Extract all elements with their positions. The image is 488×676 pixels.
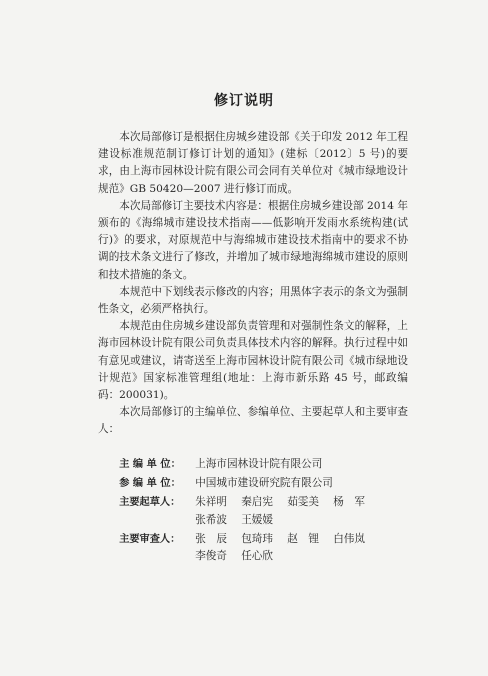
paragraph-participants-intro: 本次局部修订的主编单位、参编单位、主要起草人和主要审查人：	[98, 406, 408, 436]
reviewers-row	[119, 531, 418, 565]
drafter-name: 杨 军	[333, 496, 365, 509]
reviewer-name: 张 辰	[195, 532, 227, 545]
participants-list	[98, 456, 418, 567]
chief-unit-label: 主 编 单 位：	[119, 459, 181, 470]
document-body	[98, 129, 408, 439]
participating-unit-row	[119, 475, 418, 492]
chief-unit-value: 上海市园林设计院有限公司	[195, 458, 323, 470]
paragraph-management: 本规范由住房城乡建设部负责管理和对强制性条文的解释，上海市园林设计院有限公司负责具体技术内容的解释。执行过程中如有意见或建议，请寄送至上海市园林设计院有限公司《城市绿地设计规范》国家标准管理组(地址：上海市新乐路 45 号，邮政编码：200031)。	[98, 320, 408, 402]
participating-unit-label: 参 编 单 位：	[119, 478, 181, 490]
paragraph-notation: 本规范中下划线表示修改的内容；用黑体字表示的条文为强制性条文，必须严格执行。	[98, 285, 408, 316]
drafters-row	[119, 494, 418, 528]
drafter-name: 朱祥明	[195, 496, 227, 509]
reviewer-name: 赵 锂	[287, 532, 319, 545]
reviewer-name: 包琦玮	[241, 532, 273, 545]
participating-unit-value: 中国城市建设研究院有限公司	[195, 477, 333, 490]
reviewer-name: 李俊奇	[195, 550, 227, 563]
drafter-name: 秦启宪	[241, 496, 273, 509]
reviewers-names	[195, 531, 418, 565]
reviewers-label: 主要审查人：	[119, 533, 181, 545]
drafter-name: 茹雯美	[287, 496, 319, 509]
paragraph-basis: 本次局部修订是根据住房城乡建设部《关于印发 2012 年工程建设标准规范制订修订计划的通知》(建标〔2012〕5 号)的要求，由上海市园林设计院有限公司会同有关单位对《城市绿地设计规范》GB 50420—2007 进行修订而成。	[98, 131, 408, 195]
drafters-label: 主要起草人：	[119, 497, 181, 509]
paragraph-technical-content: 本次局部修订主要技术内容是：根据住房城乡建设部 2014 年颁布的《海绵城市建设技术指南——低影响开发雨水系统构建(试行)》的要求，对原规范中与海绵城市建设技术指南中的要求不协调的技术条文进行了修改，并增加了城市绿地海绵城市建设的原则和技术措施的条文。	[98, 199, 408, 281]
reviewer-name: 任心欣	[241, 550, 273, 563]
reviewer-name: 白伟岚	[333, 532, 365, 545]
drafter-name: 王媛媛	[241, 513, 273, 526]
drafters-names	[195, 494, 418, 528]
page-title: 修订说明	[214, 93, 274, 109]
drafter-name: 张希波	[195, 513, 227, 526]
chief-unit-row	[119, 456, 418, 473]
